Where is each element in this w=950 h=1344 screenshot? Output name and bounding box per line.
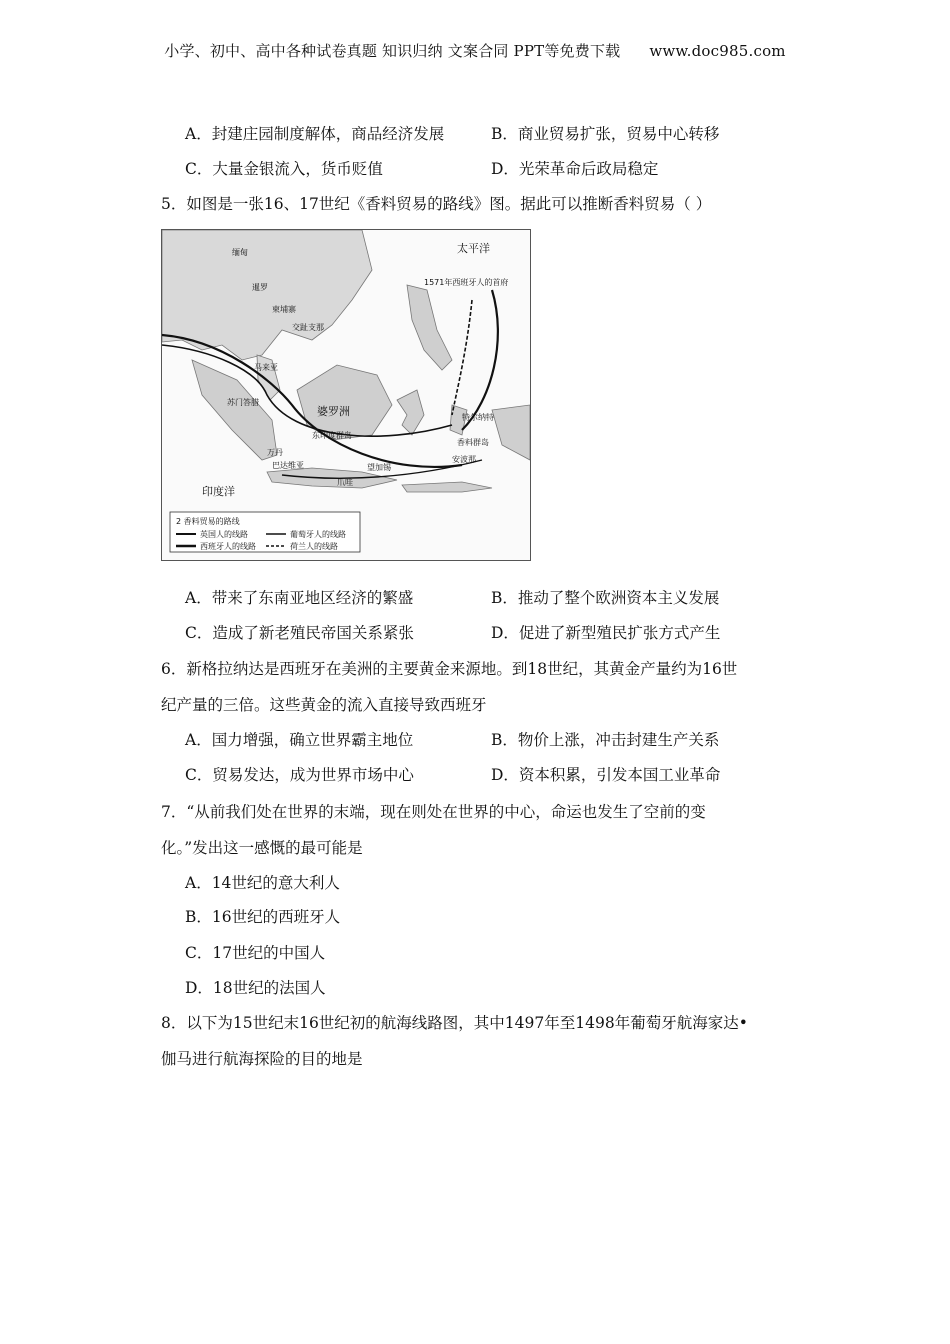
label-bantam: 万丹 xyxy=(267,448,283,457)
q4-options-row-2 xyxy=(185,159,659,179)
q6-stem-line-2: 纪产量的三倍。这些黄金的流入直接导致西班牙 xyxy=(161,696,487,714)
label-java: 爪哇 xyxy=(337,478,353,487)
label-siam: 暹罗 xyxy=(252,283,268,292)
label-pacific: 太平洋 xyxy=(457,242,490,255)
q7-option-d[interactable]: D．18世纪的法国人 xyxy=(185,979,326,997)
legend-english: 英国人的线路 xyxy=(200,530,248,539)
spice-trade-map xyxy=(161,229,531,561)
label-moluccas: 香料群岛 xyxy=(457,438,489,447)
label-cambodia: 柬埔寨 xyxy=(272,305,296,314)
label-borneo: 婆罗洲 xyxy=(317,405,350,418)
label-east-indies: 东印度群岛 xyxy=(312,431,352,440)
q5-options-row-1 xyxy=(185,588,720,608)
q6-option-c[interactable]: C．贸易发达，成为世界市场中心 xyxy=(185,766,414,784)
q4-option-c[interactable]: C．大量金银流入，货币贬值 xyxy=(185,160,383,178)
map-title: 2 香料贸易的路线 xyxy=(176,517,240,526)
q4-options-row-1 xyxy=(185,124,720,144)
q5-stem: 5．如图是一张16、17世纪《香料贸易的路线》图。据此可以推断香料贸易（ ） xyxy=(161,195,712,213)
header-site-link[interactable]: www.doc985.com xyxy=(649,42,786,60)
q7-option-c[interactable]: C．17世纪的中国人 xyxy=(185,944,326,962)
q5-option-a[interactable]: A．带来了东南亚地区经济的繁盛 xyxy=(185,589,414,607)
q7-option-a[interactable]: A．14世纪的意大利人 xyxy=(185,874,340,892)
legend-spanish: 西班牙人的线路 xyxy=(200,542,256,551)
q5-option-d[interactable]: D．促进了新型殖民扩张方式产生 xyxy=(491,624,721,642)
page-header xyxy=(0,40,950,61)
q6-option-b[interactable]: B．物价上涨，冲击封建生产关系 xyxy=(491,731,720,749)
q6-options-row-2 xyxy=(185,765,721,785)
q8-stem-line-2: 伽马进行航海探险的目的地是 xyxy=(161,1050,363,1068)
label-makassar: 望加锡 xyxy=(367,463,391,472)
legend-dutch: 荷兰人的线路 xyxy=(290,542,338,551)
q8-stem-line-1: 8．以下为15世纪末16世纪初的航海线路图，其中1497年至1498年葡萄牙航海家达• xyxy=(161,1014,748,1032)
label-sumatra: 苏门答腊 xyxy=(227,398,259,407)
label-batavia: 巴达维亚 xyxy=(272,461,304,470)
label-ambon: 安波那 xyxy=(452,455,476,464)
label-ternate: 特尔纳特 xyxy=(462,413,494,422)
label-malacca: 马来亚 xyxy=(254,363,278,372)
q4-option-d[interactable]: D．光荣革命后政局稳定 xyxy=(491,160,659,178)
q6-stem-line-1: 6．新格拉纳达是西班牙在美洲的主要黄金来源地。到18世纪，其黄金产量约为16世 xyxy=(161,660,738,678)
q6-options-row-1 xyxy=(185,730,720,750)
q4-option-a[interactable]: A．封建庄园制度解体，商品经济发展 xyxy=(185,125,445,143)
q7-stem-line-1: 7．“从前我们处在世界的末端，现在则处在世界的中心，命运也发生了空前的变 xyxy=(161,803,706,821)
legend-portuguese: 葡萄牙人的线路 xyxy=(290,530,346,539)
q7-stem-line-2: 化。”发出这一感慨的最可能是 xyxy=(161,839,363,857)
header-text: 小学、初中、高中各种试卷真题 知识归纳 文案合同 PPT等免费下载 xyxy=(164,42,621,60)
q5-option-b[interactable]: B．推动了整个欧洲资本主义发展 xyxy=(491,589,720,607)
label-indian-ocean: 印度洋 xyxy=(202,485,235,498)
label-burma: 缅甸 xyxy=(232,248,248,257)
q7-option-b[interactable]: B．16世纪的西班牙人 xyxy=(185,908,341,926)
q6-option-d[interactable]: D．资本积累，引发本国工业革命 xyxy=(491,766,721,784)
label-manila-note: 1571年西班牙人的首府 xyxy=(424,278,509,287)
q4-option-b[interactable]: B．商业贸易扩张，贸易中心转移 xyxy=(491,125,720,143)
q6-option-a[interactable]: A．国力增强，确立世界霸主地位 xyxy=(185,731,414,749)
q5-options-row-2 xyxy=(185,623,721,643)
label-cochin-china: 交趾支那 xyxy=(292,323,324,332)
q5-option-c[interactable]: C．造成了新老殖民帝国关系紧张 xyxy=(185,624,414,642)
